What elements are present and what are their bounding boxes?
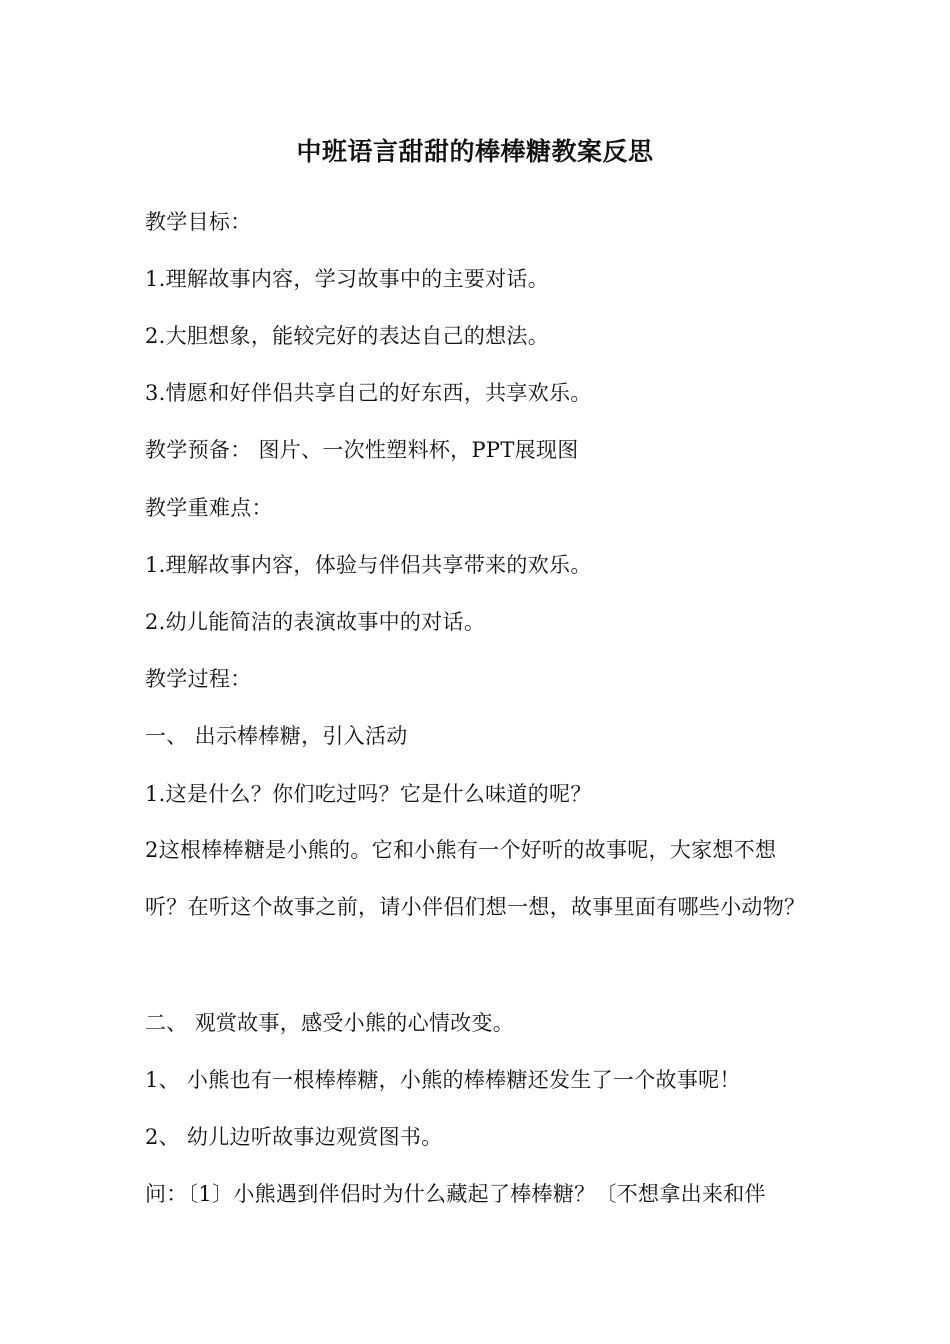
text-line-step-1-heading: 一、 出示棒棒糖，引入活动 [145,724,408,748]
text-line-preparation: 教学预备： 图片、一次性塑料杯，PPT展现图 [145,438,579,462]
text-line-objective-3: 3.情愿和好伴侣共享自己的好东西，共享欢乐。 [145,381,592,405]
text-line-step-2-heading: 二、 观赏故事，感受小熊的心情改变。 [145,1011,515,1035]
text-line-step-2-item-1: 1、 小熊也有一根棒棒糖，小熊的棒棒糖还发生了一个故事呢！ [145,1068,741,1092]
text-line-process-heading: 教学过程： [145,667,252,691]
text-line-key-points-heading: 教学重难点： [145,496,273,520]
text-line-step-1-question: 1.这是什么？你们吃过吗？它是什么味道的呢？ [145,782,592,806]
text-line-question: 问：〔1〕小熊遇到伴侣时为什么藏起了棒棒糖？〔不想拿出来和伴 [145,1182,766,1206]
text-line-step-2-item-2: 2、 幼儿边听故事边观赏图书。 [145,1125,443,1149]
text-line-objectives-heading: 教学目标： [145,210,252,234]
document-title: 中班语言甜甜的棒棒糖教案反思 [296,137,654,166]
text-paragraph-story-intro: 2这根棒棒糖是小熊的。它和小熊有一个好听的故事呢，大家想不想听？在听这个故事之前，请小伴侣们想一想，故事里面有哪些小动物？ [145,838,806,919]
text-line-key-point-2: 2.幼儿能简洁的表演故事中的对话。 [145,610,486,634]
text-line-key-point-1: 1.理解故事内容，体验与伴侣共享带来的欢乐。 [145,553,592,577]
text-line-objective-2: 2.大胆想象，能较完好的表达自己的想法。 [145,324,550,348]
text-line-objective-1: 1.理解故事内容，学习故事中的主要对话。 [145,267,550,291]
